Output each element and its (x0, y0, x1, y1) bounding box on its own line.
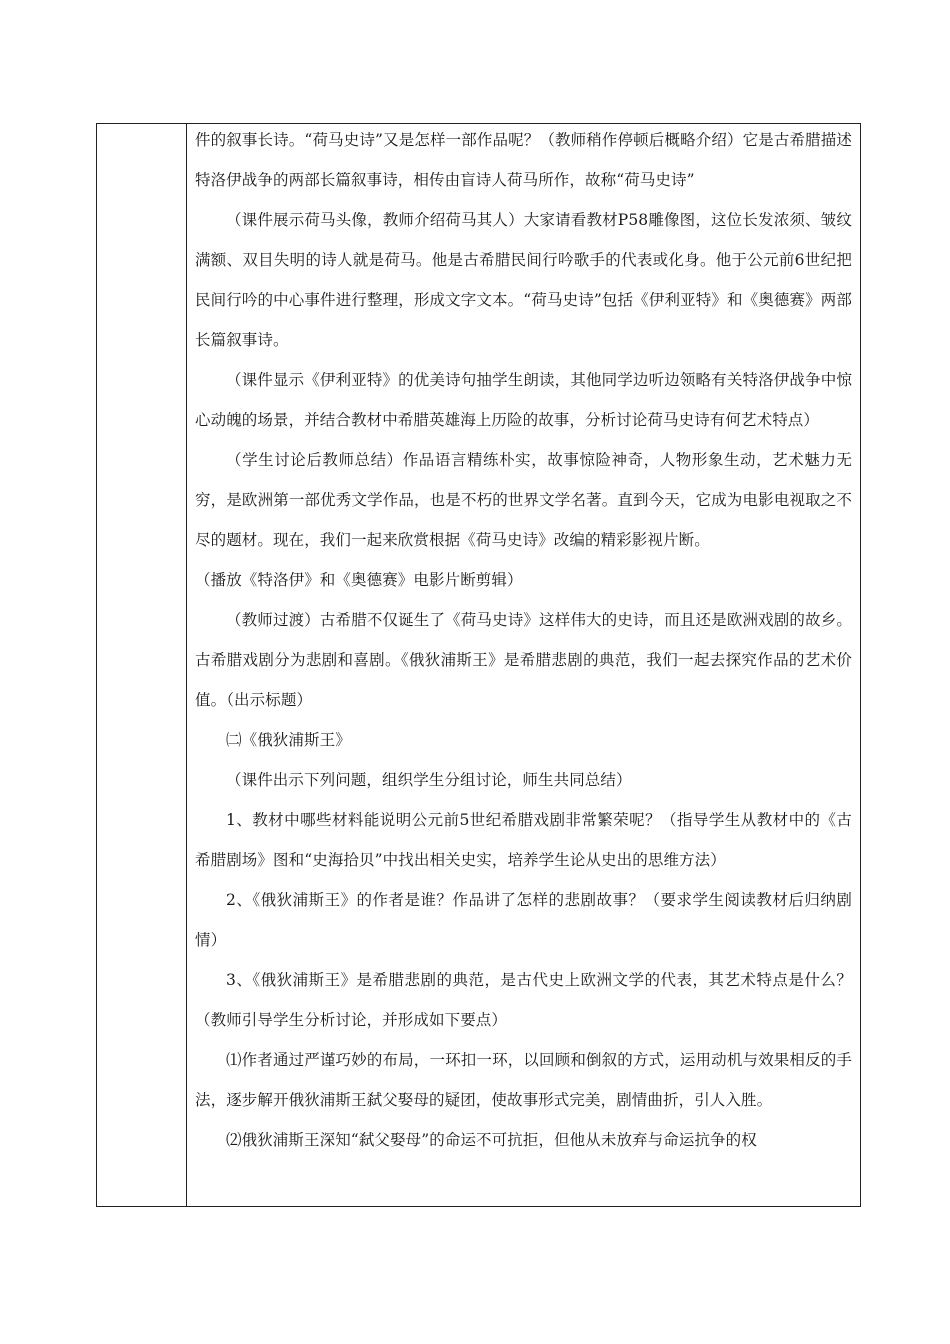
point-2: ⑵俄狄浦斯王深知“弑父娶母”的命运不可抗拒，但他从未放弃与命运抗争的权 (226, 1131, 757, 1149)
paragraph-1: 件的叙事长诗。“荷马史诗”又是怎样一部作品呢？（教师稍作停顿后概略介绍）它是古希腊描述特洛伊战争的两部长篇叙事诗，相传由盲诗人荷马所作，故称“荷马史诗” (195, 131, 852, 189)
paragraph-4: （学生讨论后教师总结）作品语言精练朴实，故事惊险神奇，人物形象生动，艺术魅力无穷，是欧洲第一部优秀文学作品，也是不朽的世界文学名著。直到今天，它成为电影电视取之不尽的题材。现在，我们一起来欣赏根据《荷马史诗》改编的精彩影视片断。 (195, 451, 852, 549)
question-2: 2、《俄狄浦斯王》的作者是谁？作品讲了怎样的悲剧故事？（要求学生阅读教材后归纳剧情） (195, 891, 852, 949)
paragraph-5: （播放《特洛伊》和《奥德赛》电影片断剪辑） (195, 571, 523, 589)
paragraph-3: （课件显示《伊利亚特》的优美诗句抽学生朗读，其他同学边听边领略有关特洛伊战争中惊心动魄的场景，并结合教材中希腊英雄海上历险的故事，分析讨论荷马史诗有何艺术特点） (195, 371, 852, 429)
paragraph-6: （教师过渡）古希腊不仅诞生了《荷马史诗》这样伟大的史诗，而且还是欧洲戏剧的故乡。古希腊戏剧分为悲剧和喜剧。《俄狄浦斯王》是希腊悲剧的典范，我们一起去探究作品的艺术价值。（出示标题） (195, 611, 852, 709)
lesson-table (96, 123, 861, 1207)
question-1: 1、教材中哪些材料能说明公元前5世纪希腊戏剧非常繁荣呢？（指导学生从教材中的《古希腊剧场》图和“史海拾贝”中找出相关史实，培养学生论从史出的思维方法） (195, 811, 852, 869)
paragraph-7: （课件出示下列问题，组织学生分组讨论，师生共同总结） (226, 771, 632, 789)
section-heading: ㈡《俄狄浦斯王》 (226, 731, 351, 749)
table-left-column (97, 124, 187, 1206)
table-content-cell (187, 124, 860, 1206)
question-3: 3、《俄狄浦斯王》是希腊悲剧的典范，是古代史上欧洲文学的代表，其艺术特点是什么？（教师引导学生分析讨论，并形成如下要点） (195, 971, 852, 1029)
paragraph-2: （课件展示荷马头像，教师介绍荷马其人）大家请看教材P58雕像图，这位长发浓须、皱纹满额、双目失明的诗人就是荷马。他是古希腊民间行吟歌手的代表或化身。他于公元前6世纪把民间行吟的中心事件进行整理，形成文字文本。“荷马史诗”包括《伊利亚特》和《奥德赛》两部长篇叙事诗。 (195, 211, 852, 349)
point-1: ⑴作者通过严谨巧妙的布局，一环扣一环，以回顾和倒叙的方式，运用动机与效果相反的手法，逐步解开俄狄浦斯王弑父娶母的疑团，使故事形式完美，剧情曲折，引人入胜。 (195, 1051, 852, 1109)
